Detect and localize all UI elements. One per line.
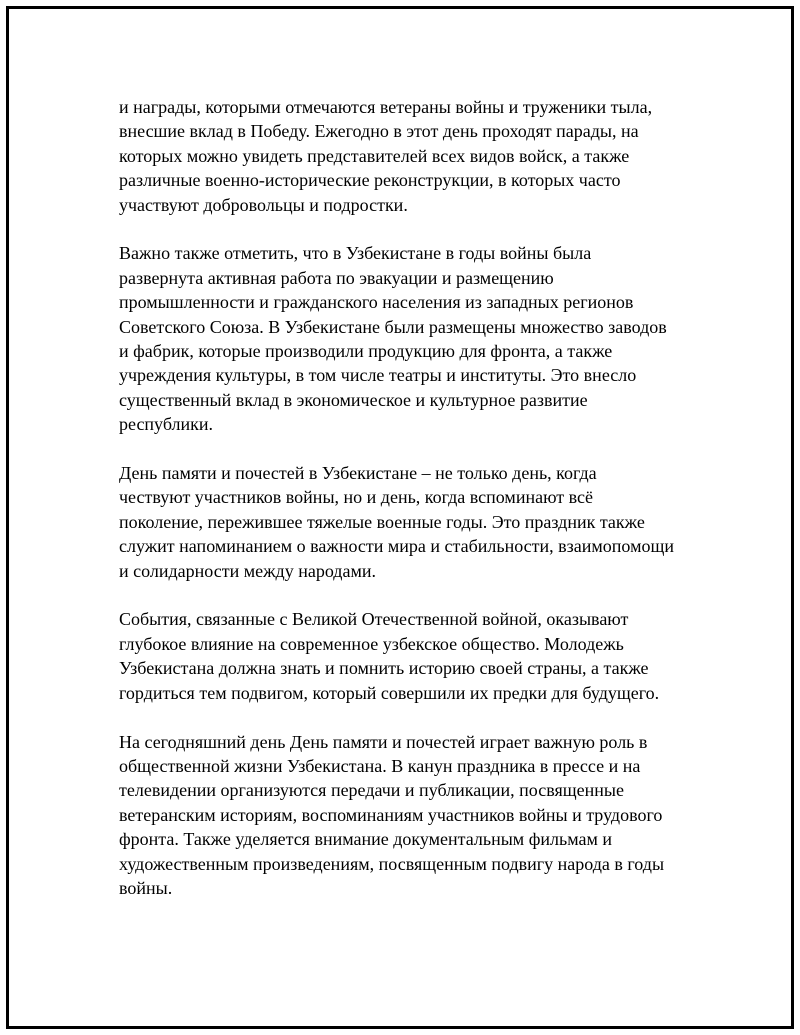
paragraph-3 bbox=[119, 461, 709, 583]
paragraph-line: войны. bbox=[119, 877, 173, 898]
paragraph-line: гордиться тем подвигом, который совершили их предки для будущего. bbox=[119, 682, 660, 703]
paragraph-line: чествуют участников войны, но и день, когда вспоминают всё bbox=[119, 487, 594, 508]
paragraph-line: которых можно увидеть представителей всех видов войск, а также bbox=[119, 145, 630, 166]
paragraph-line: На сегодняшний день День памяти и почестей играет важную роль в bbox=[119, 731, 648, 752]
paragraph-line: и награды, которыми отмечаются ветераны войны и труженики тыла, bbox=[119, 97, 653, 117]
paragraph-2 bbox=[119, 241, 709, 436]
paragraph-1 bbox=[119, 95, 709, 217]
paragraph-line: глубокое влияние на современное узбекское общество. Молодежь bbox=[119, 633, 624, 654]
paragraph-line: телевидении организуются передачи и публикации, посвященные bbox=[119, 780, 624, 801]
paragraph-line: учреждения культуры, в том числе театры и институты. Это внесло bbox=[119, 365, 637, 386]
paragraph-line: республики. bbox=[119, 414, 214, 435]
paragraph-line: и солидарности между народами. bbox=[119, 560, 376, 581]
paragraph-line: развернута активная работа по эвакуации и размещению bbox=[119, 267, 554, 288]
paragraph-line: общественной жизни Узбекистана. В канун праздника в прессе и на bbox=[119, 755, 641, 776]
paragraph-line: События, связанные с Великой Отечественной войной, оказывают bbox=[119, 609, 629, 630]
paragraph-line: Советского Союза. В Узбекистане были размещены множество заводов bbox=[119, 316, 667, 337]
paragraph-line: поколение, пережившее тяжелые военные годы. Это праздник также bbox=[119, 511, 645, 532]
paragraph-4 bbox=[119, 607, 709, 705]
paragraph-line: промышленности и гражданского населения из западных регионов bbox=[119, 292, 634, 313]
paragraph-line: Важно также отметить, что в Узбекистане в годы войны была bbox=[119, 243, 592, 264]
paragraph-line: Узбекистана должна знать и помнить историю своей страны, а также bbox=[119, 658, 649, 679]
paragraph-line: и фабрик, которые производили продукцию для фронта, а также bbox=[119, 341, 613, 362]
paragraph-5 bbox=[119, 730, 709, 901]
paragraph-line: участвуют добровольцы и подростки. bbox=[119, 194, 408, 215]
paragraph-line: фронта. Также уделяется внимание документальным фильмам и bbox=[119, 829, 612, 850]
paragraph-line: ветеранским историям, воспоминаниям участников войны и трудового bbox=[119, 804, 663, 825]
document-body bbox=[119, 95, 709, 925]
paragraph-line: существенный вклад в экономическое и культурное развитие bbox=[119, 389, 588, 410]
paragraph-line: художественным произведениям, посвященным подвигу народа в годы bbox=[119, 853, 665, 874]
paragraph-line: День памяти и почестей в Узбекистане – не только день, когда bbox=[119, 463, 597, 484]
paragraph-line: служит напоминанием о важности мира и стабильности, взаимопомощи bbox=[119, 536, 674, 557]
paragraph-line: внесшие вклад в Победу. Ежегодно в этот день проходят парады, на bbox=[119, 121, 639, 142]
paragraph-line: различные военно-исторические реконструкции, в которых часто bbox=[119, 170, 621, 191]
